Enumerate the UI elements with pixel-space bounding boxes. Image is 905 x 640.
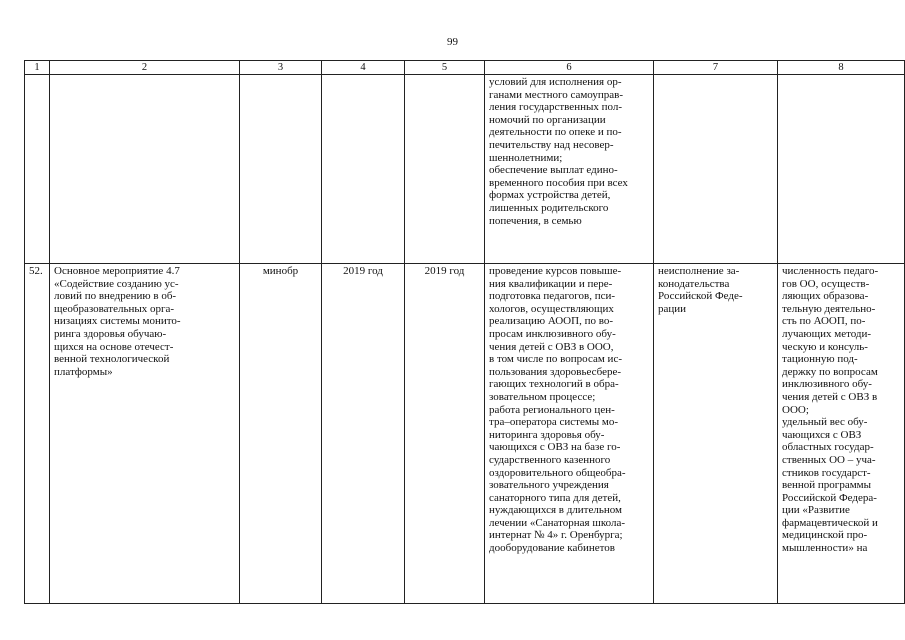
end-year-cell: 2019 год — [405, 264, 485, 604]
indicators-cell: численность педаго- гов ОО, осуществ- ляющих образова- тельную деятельно- сть по АООП, по- лучающих методи- ческую и консуль- тационную под- держку по вопросам инклюзивного обу- чения детей с ОВЗ в ООО; удельный вес обу- чающихся с ОВЗ областных государ- ственных ОО – уча- стников государст- венной программы Российской Федера- ции «Развитие фармацевтической и медицинской про- мышленности» на — [778, 264, 905, 604]
row-number-cell — [25, 75, 50, 264]
row-number-cell: 52. — [25, 264, 50, 604]
column-header: 8 — [778, 61, 905, 75]
executor-cell: минобр — [240, 264, 322, 604]
column-header: 3 — [240, 61, 322, 75]
column-number-header — [25, 61, 905, 75]
column-header: 5 — [405, 61, 485, 75]
page-number: 99 — [447, 36, 458, 48]
table-row — [25, 75, 905, 264]
executor-cell — [240, 75, 322, 264]
column-header: 7 — [654, 61, 778, 75]
column-header: 6 — [485, 61, 654, 75]
measures-cell: условий для исполнения ор- ганами местного самоупрaв- ления государственных пол- номочий по организации деятельности по опеке и по- печительству над несовер- шеннолетними; обеспечение выплат едино- временного пособия при всех формах устройства детей, лишенных родительского попечения, в семью — [485, 75, 654, 264]
start-year-cell: 2019 год — [322, 264, 405, 604]
column-header: 4 — [322, 61, 405, 75]
measures-cell: проведение курсов повыше- ния квалификации и пере- подготовка педагогов, пси- хологов, осуществляющих реализацию АООП, по во- просам инклюзивного обу- чения детей с ОВЗ в ООО, в том числе по вопросам ис- пользования здоровьесбере- гающих технологий в обра- зовательном процессе; работа регионального цен- тра–оператора системы мо- ниторинга здоровья обу- чающихся с ОВЗ на базе го- сударственного казенного оздоровительного общеобра- зовательного учреждения санаторного типа для детей, нуждающихся в длительном лечении «Санаторная школа- интернат № 4» г. Оренбурга; дооборудование кабинетов — [485, 264, 654, 604]
program-table — [24, 60, 905, 604]
consequences-cell: неисполнение за- конодательства Российской Феде- рации — [654, 264, 778, 604]
column-header: 1 — [25, 61, 50, 75]
measure-name-cell — [50, 75, 240, 264]
column-header: 2 — [50, 61, 240, 75]
consequences-cell — [654, 75, 778, 264]
end-year-cell — [405, 75, 485, 264]
indicators-cell — [778, 75, 905, 264]
measure-name-cell: Основное мероприятие 4.7 «Содействие созданию ус- ловий по внедрению в об- щеобразовательных орга- низациях системы монито- ринга здоровья обучаю- щихся на основе отечест- венной технологической платформы» — [50, 264, 240, 604]
start-year-cell — [322, 75, 405, 264]
table-row — [25, 264, 905, 604]
